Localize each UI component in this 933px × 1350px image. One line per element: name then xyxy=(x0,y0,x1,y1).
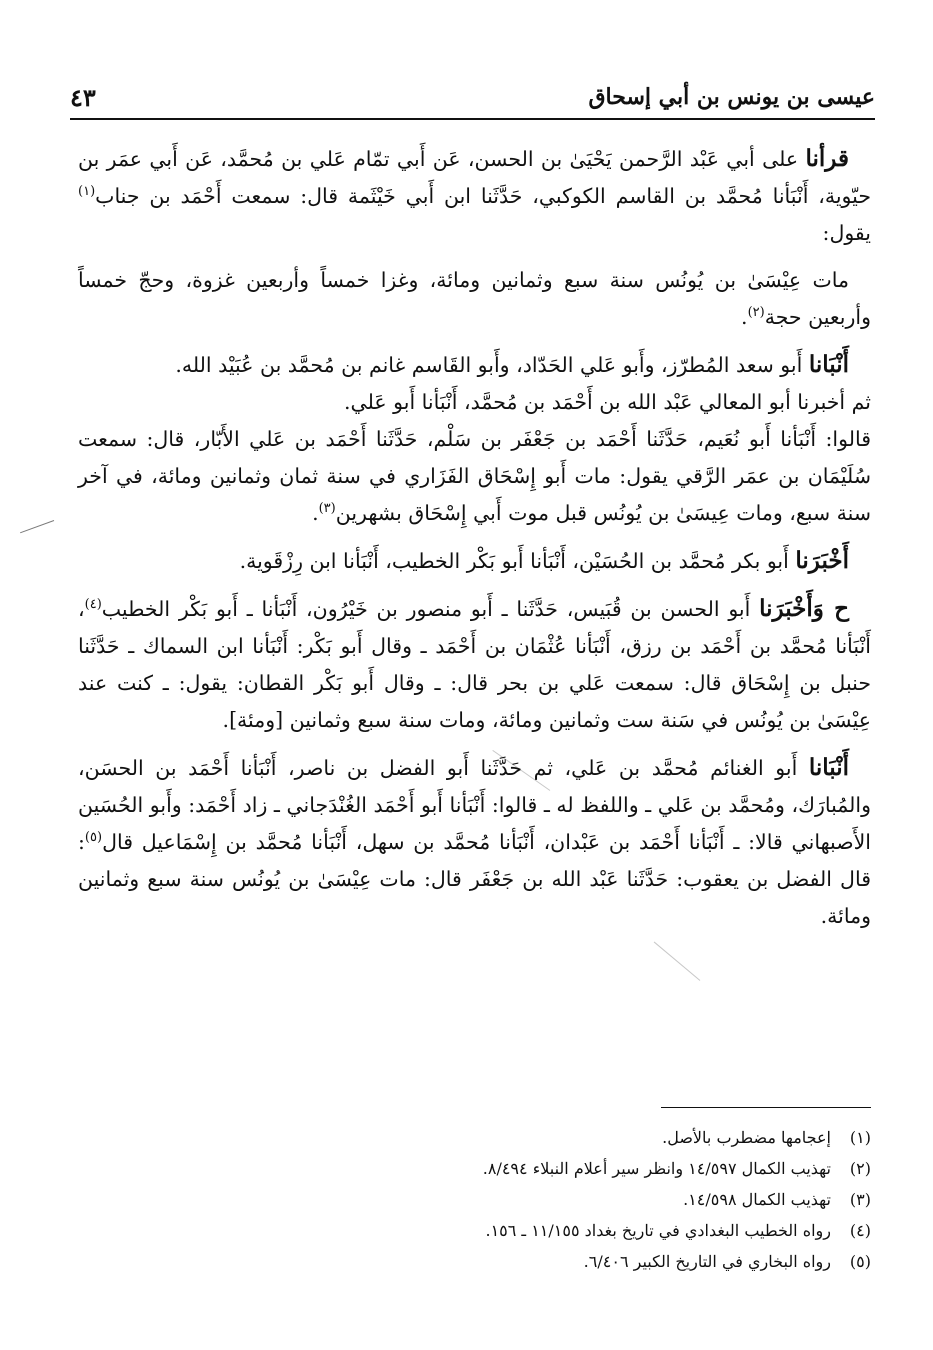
footnote-item xyxy=(300,1246,871,1277)
scan-mark xyxy=(654,942,701,981)
paragraph-tail: . xyxy=(741,305,748,329)
paragraph-2 xyxy=(78,262,871,336)
paragraph-line-2: ثم أخبرنا أبو المعالي عَبْد الله بن أَحْمَد بن مُحمَّد، أَنْبَأنا أَبو عَلي. xyxy=(344,390,871,414)
footnote-item xyxy=(300,1215,871,1246)
paragraph-lead: أَخْبَرَنا xyxy=(795,547,849,574)
footnote-ref: (٢) xyxy=(747,305,765,321)
paragraph-text: أَبو الغنائم مُحمَّد بن عَلي، ثم حَدَّثَنا أَبو الفضل بن ناصر، أَنْبَأنا أَحْمَد بن الحسَن، والمُبارَك، ومُحمَّد بن عَلي ـ واللفظ له ـ قالوا: أَنْبَأنا أَبو أَحْمَد الغُنْدَجاني ـ زاد أَحْمَد: وأَبو الحُسَين الأَصبهاني قالا: ـ أَنْبَأنا أَحْمَد بن عَبْدان، أَنْبَأنا مُحمَّد بن سهل، أَنْبَأنا مُحمَّد بن إِسْمَاعيل قال xyxy=(78,756,871,854)
footnote-text: إعجامها مضطرب بالأصل. xyxy=(662,1128,831,1147)
footnote-text: تهذيب الكمال ١٤/٥٩٨. xyxy=(683,1190,831,1209)
footnote-number: (١) xyxy=(849,1128,871,1147)
paragraph-tail: يقول: xyxy=(822,221,871,245)
paragraph-lead: أَنْبَانا xyxy=(808,351,849,378)
main-text xyxy=(78,140,871,945)
paragraph-line-3: قالوا: أَنْبَأنا أَبو نُعَيم، حَدَّثَنا أَحْمَد بن جَعْفَر بن سَلْم، حَدَّثَنا أَحْمَد بن عَلي الأَبّار، قال: سمعت سُلَيْمَان بن عمَر الرَّقي يقول: مات أَبو إِسْحَاق الفَزَاري في سنة ثمان وثمانين ومائة، في آخر سنة سبع، ومات عِيسَىٰ بن يُونُس قبل موت أَبي إِسْحَاق بشهرين xyxy=(78,427,871,525)
page-number: ٤٣ xyxy=(70,82,96,112)
footnote-number: (٥) xyxy=(849,1252,871,1271)
paragraph-text: مات عِيْسَىٰ بن يُونُس سنة سبع وثمانين ومائة، وغزا خمساً وأربعين غزوة، وحجّ خمساً وأربعين حجة xyxy=(78,268,871,329)
footnote-ref: (٣) xyxy=(318,501,336,517)
paragraph-6 xyxy=(78,749,871,935)
footnote-text: رواه الخطيب البغدادي في تاريخ بغداد ١١/١٥٥ ـ ١٥٦. xyxy=(485,1221,831,1240)
page-header xyxy=(70,76,875,120)
paragraph-text: على أبي عَبْد الرَّحمن يَحْيَىٰ بن الحسن، عَن أَبي تمّام عَلي بن مُحمَّد، عَن أَبي عمَر بن حيّوية، أَنْبَأنا مُحمَّد بن القاسم الكوكبي، حَدَّثَنا ابن أَبي خَيْثَمة قال: سمعت أَحْمَد بن جناب xyxy=(78,147,871,208)
running-title: عيسى بن يونس بن أبي إسحاق xyxy=(588,84,875,110)
footnotes xyxy=(300,1122,871,1277)
footnote-item xyxy=(300,1184,871,1215)
footnote-number: (٣) xyxy=(849,1190,871,1209)
scan-mark xyxy=(20,520,54,533)
footnote-number: (٢) xyxy=(849,1159,871,1178)
paragraph-4 xyxy=(78,542,871,580)
footnote-ref: (١) xyxy=(78,184,96,200)
paragraph-tail: : قال الفضل بن يعقوب: حَدَّثَنا عَبْد الله بن جَعْفَر قال: مات عِيْسَىٰ بن يُونُس سنة سبع وثمانين ومائة. xyxy=(78,830,871,928)
paragraph-3 xyxy=(78,346,871,532)
footnote-item xyxy=(300,1122,871,1153)
paragraph-text: أَبو بكر مُحمَّد بن الحُسَيْن، أَنْبَأنا أَبو بَكْر الخطيب، أَنْبَأنا ابن رِزْقَوية. xyxy=(239,549,789,573)
footnote-text: تهذيب الكمال ١٤/٥٩٧ وانظر سير أعلام النبلاء ٨/٤٩٤. xyxy=(482,1159,831,1178)
paragraph-5 xyxy=(78,590,871,739)
paragraph-lead: أَنْبَانا xyxy=(808,754,849,781)
paragraph-1 xyxy=(78,140,871,252)
footnote-ref: (٥) xyxy=(84,830,103,846)
paragraph-tail: ، أَنْبَأنا مُحمَّد بن أَحْمَد بن رزق، أَنْبَأنا عُثْمَان بن أَحْمَد ـ وقال أَبو بَكْر: أَنْبَأنا ابن السماك ـ حَدَّثَنا حنبل بن إِسْحَاق قال: سمعت عَلي بن بحر قال: ـ وقال أَبو بَكْر القطان: يقول: ـ كنت عند عِيْسَىٰ بن يُونُس في سَنة ست وثمانين ومائة، ومات سنة سبع وثمانين [ومئة]. xyxy=(78,597,871,732)
footnote-item xyxy=(300,1153,871,1184)
footnote-text: رواه البخاري في التاريخ الكبير ٦/٤٠٦. xyxy=(583,1252,831,1271)
footnote-separator xyxy=(661,1107,871,1108)
paragraph-text: أَبو سعد المُطرّز، وأَبو عَلي الحَدّاد، وأَبو القَاسم غانم بن مُحمَّد بن عُبَيْد الله. xyxy=(175,353,803,377)
paragraph-text: أَبو الحسن بن قُبَيس، حَدَّثَنا ـ أَبو منصور بن خَيْرُون، أَنْبَأنا ـ أَبو بَكْر الخطيب xyxy=(101,597,751,621)
footnote-number: (٤) xyxy=(849,1221,871,1240)
paragraph-tail: . xyxy=(312,501,319,525)
paragraph-lead: ح وَأَخْبَرَنا xyxy=(759,595,849,622)
paragraph-lead: قرأنا xyxy=(805,145,849,172)
footnote-ref: (٤) xyxy=(84,597,102,613)
